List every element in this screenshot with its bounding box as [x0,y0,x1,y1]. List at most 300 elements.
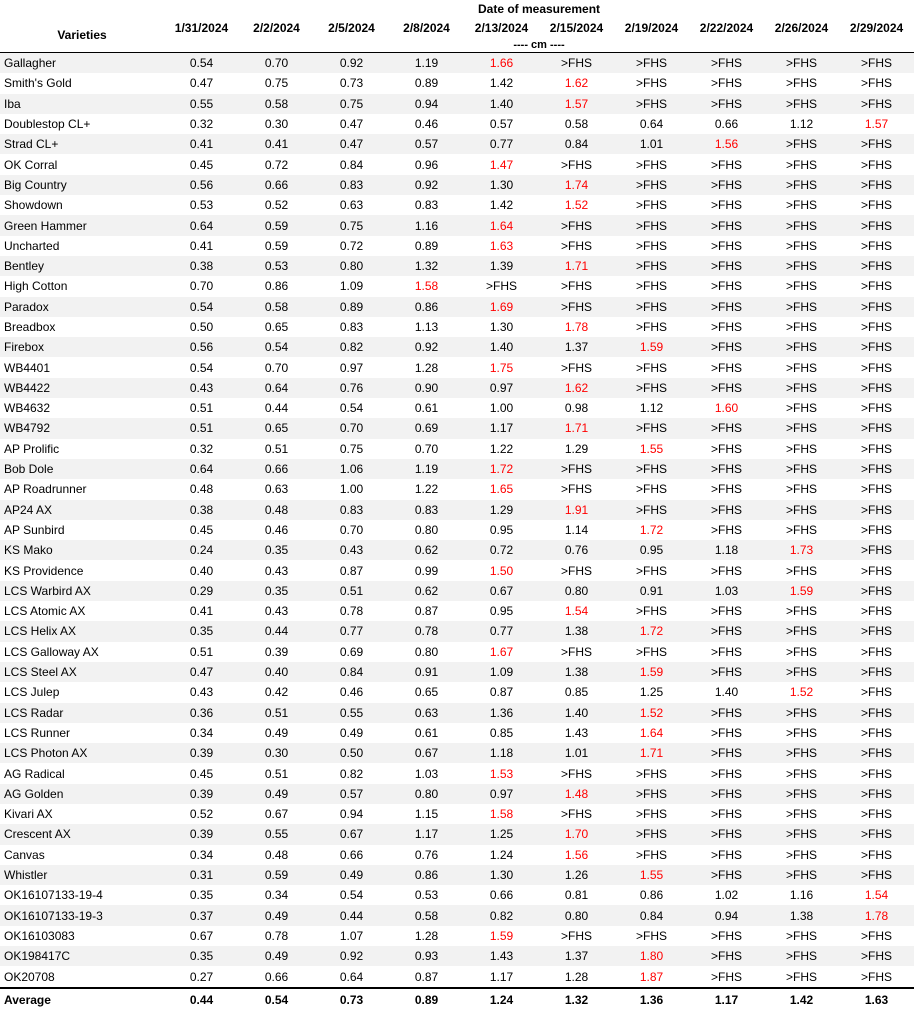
measurement-cell: 0.57 [464,114,539,134]
measurement-cell: >FHS [614,154,689,174]
measurement-cell: >FHS [689,256,764,276]
measurement-cell: 1.91 [539,500,614,520]
measurement-cell: >FHS [764,845,839,865]
measurement-cell: >FHS [689,784,764,804]
measurement-cell: 0.37 [164,905,239,925]
table-row [0,581,914,601]
measurement-cell: 0.41 [164,601,239,621]
measurement-cell: 0.64 [164,459,239,479]
measurement-cell: >FHS [614,926,689,946]
measurement-cell: 1.71 [614,743,689,763]
variety-name: LCS Warbird AX [0,581,164,601]
measurement-cell: >FHS [839,297,914,317]
measurement-cell: >FHS [539,297,614,317]
measurement-cell: 0.41 [164,134,239,154]
measurement-cell: >FHS [839,236,914,256]
variety-name: Doublestop CL+ [0,114,164,134]
measurement-cell: 1.16 [389,215,464,235]
measurement-cell: >FHS [764,337,839,357]
variety-name: LCS Runner [0,723,164,743]
measurement-cell: 0.34 [239,885,314,905]
measurement-cell: 0.86 [389,297,464,317]
measurement-cell: 0.49 [239,723,314,743]
measurement-cell: >FHS [689,560,764,580]
measurement-cell: 1.80 [614,946,689,966]
measurement-cell: 0.59 [239,236,314,256]
measurement-cell: >FHS [614,459,689,479]
date-header: 2/15/2024 [549,21,604,35]
measurement-cell: 1.12 [614,398,689,418]
table-row [0,94,914,114]
measurement-cell: 1.17 [464,966,539,987]
average-cell: 1.32 [539,988,614,1011]
date-header: 2/5/2024 [328,21,375,35]
table-row [0,297,914,317]
measurement-cell: >FHS [689,357,764,377]
measurement-cell: 0.27 [164,966,239,987]
measurement-cell: 0.83 [314,317,389,337]
measurement-cell: >FHS [839,804,914,824]
measurement-cell: 0.59 [239,865,314,885]
variety-name: LCS Galloway AX [0,642,164,662]
measurement-cell: 0.30 [239,743,314,763]
average-cell: 0.89 [389,988,464,1011]
measurement-cell: >FHS [614,297,689,317]
measurement-cell: 1.58 [389,276,464,296]
measurement-cell: 1.53 [464,763,539,783]
measurement-cell: >FHS [839,763,914,783]
measurement-cell: >FHS [839,337,914,357]
measurement-cell: 0.84 [314,662,389,682]
table-row [0,317,914,337]
measurement-cell: 1.37 [539,946,614,966]
measurement-cell: 1.19 [389,53,464,74]
measurement-cell: >FHS [764,398,839,418]
measurement-cell: 1.52 [539,195,614,215]
measurement-cell: 0.40 [239,662,314,682]
measurement-cell: 1.30 [464,865,539,885]
measurement-cell: >FHS [764,662,839,682]
variety-name: AP24 AX [0,500,164,520]
measurement-cell: >FHS [839,966,914,987]
measurement-cell: >FHS [614,418,689,438]
measurement-cell: 1.59 [614,662,689,682]
measurement-cell: 0.80 [389,784,464,804]
measurement-cell: 0.77 [464,134,539,154]
measurement-cell: 0.49 [239,905,314,925]
measurement-cell: 0.54 [164,53,239,74]
variety-name: OK16107133-19-3 [0,905,164,925]
measurement-cell: 0.66 [239,175,314,195]
measurement-cell: 0.67 [239,804,314,824]
measurement-cell: 1.03 [389,763,464,783]
measurement-cell: >FHS [839,398,914,418]
measurement-cell: 0.75 [314,439,389,459]
measurement-cell: 0.51 [239,439,314,459]
measurement-cell: 0.89 [314,297,389,317]
measurement-cell: >FHS [839,500,914,520]
measurement-cell: 0.86 [614,885,689,905]
variety-name: LCS Photon AX [0,743,164,763]
table-row [0,215,914,235]
measurement-cell: >FHS [614,804,689,824]
measurement-cell: 1.47 [464,154,539,174]
measurement-cell: 0.66 [314,845,389,865]
date-header: 1/31/2024 [174,21,229,35]
measurement-cell: 0.80 [389,642,464,662]
measurement-cell: >FHS [839,642,914,662]
measurement-cell: >FHS [839,479,914,499]
measurement-cell: 0.57 [314,784,389,804]
measurement-cell: >FHS [839,175,914,195]
date-header: 2/29/2024 [849,21,904,35]
measurement-cell: 0.92 [389,337,464,357]
measurement-cell: >FHS [614,195,689,215]
measurement-cell: 0.63 [389,703,464,723]
measurement-cell: 0.45 [164,154,239,174]
measurement-cell: 0.97 [464,378,539,398]
measurement-cell: 0.69 [389,418,464,438]
measurement-cell: >FHS [764,134,839,154]
measurement-cell: 1.22 [389,479,464,499]
table-row [0,398,914,418]
measurement-cell: 0.43 [239,560,314,580]
variety-name: KS Providence [0,560,164,580]
measurement-cell: >FHS [689,703,764,723]
measurement-cell: 0.82 [464,905,539,925]
measurement-cell: 1.06 [314,459,389,479]
measurement-cell: >FHS [764,703,839,723]
measurement-cell: 0.70 [314,418,389,438]
measurement-cell: 1.58 [464,804,539,824]
measurement-cell: 0.52 [164,804,239,824]
measurement-cell: 1.62 [539,73,614,93]
measurement-cell: >FHS [539,215,614,235]
measurement-cell: >FHS [689,865,764,885]
table-row [0,459,914,479]
unit-label: ---- cm ---- [513,39,565,51]
average-cell: 1.17 [689,988,764,1011]
measurement-cell: 0.55 [239,824,314,844]
measurement-cell: >FHS [689,94,764,114]
measurement-cell: >FHS [614,378,689,398]
measurement-cell: 1.15 [389,804,464,824]
measurement-cell: 1.01 [614,134,689,154]
measurement-cell: 0.65 [239,418,314,438]
measurement-cell: 0.75 [239,73,314,93]
measurement-cell: 0.89 [389,73,464,93]
measurement-cell: >FHS [614,824,689,844]
measurement-cell: >FHS [764,723,839,743]
measurement-cell: >FHS [689,824,764,844]
measurement-cell: 0.70 [239,53,314,74]
measurement-cell: 0.85 [464,723,539,743]
variety-name: AP Roadrunner [0,479,164,499]
measurement-cell: 1.65 [464,479,539,499]
variety-name: WB4792 [0,418,164,438]
variety-name: LCS Atomic AX [0,601,164,621]
measurement-cell: 0.35 [239,581,314,601]
variety-name: High Cotton [0,276,164,296]
measurement-cell: 1.29 [539,439,614,459]
measurement-cell: 1.22 [464,439,539,459]
measurement-cell: 0.87 [464,682,539,702]
measurement-cell: 0.43 [239,601,314,621]
variety-name: Gallagher [0,53,164,74]
measurement-cell: >FHS [839,662,914,682]
measurement-cell: >FHS [614,642,689,662]
measurement-cell: 0.32 [164,439,239,459]
measurement-cell: >FHS [614,175,689,195]
table-row [0,540,914,560]
table-row [0,337,914,357]
measurement-cell: 1.64 [464,215,539,235]
measurement-cell: 0.72 [464,540,539,560]
measurement-cell: 1.25 [614,682,689,702]
measurement-cell: 1.25 [464,824,539,844]
date-header: 2/2/2024 [253,21,300,35]
variety-name: LCS Radar [0,703,164,723]
measurement-cell: >FHS [539,276,614,296]
measurement-cell: >FHS [614,500,689,520]
measurement-cell: >FHS [614,256,689,276]
variety-name: Green Hammer [0,215,164,235]
date-header: 2/19/2024 [624,21,679,35]
table-row [0,784,914,804]
measurement-cell: >FHS [689,337,764,357]
measurement-cell: 1.78 [839,905,914,925]
measurement-cell: 0.87 [389,966,464,987]
measurement-cell: 1.16 [764,885,839,905]
measurement-cell: >FHS [764,459,839,479]
measurement-cell: >FHS [764,53,839,74]
measurement-cell: >FHS [764,479,839,499]
measurement-cell: 1.57 [539,94,614,114]
measurement-cell: >FHS [539,459,614,479]
measurement-cell: >FHS [689,53,764,74]
variety-name: Uncharted [0,236,164,256]
variety-name: AG Golden [0,784,164,804]
measurement-cell: 1.18 [689,540,764,560]
measurement-cell: >FHS [614,317,689,337]
measurement-cell: 0.49 [239,946,314,966]
measurement-cell: >FHS [539,642,614,662]
measurement-cell: 0.70 [314,520,389,540]
measurement-cell: 0.54 [239,337,314,357]
measurement-cell: 0.42 [239,682,314,702]
variety-name: OK16107133-19-4 [0,885,164,905]
measurement-cell: 0.56 [164,175,239,195]
measurement-cell: >FHS [839,73,914,93]
measurement-cell: >FHS [539,479,614,499]
measurement-cell: >FHS [764,276,839,296]
measurement-cell: >FHS [764,418,839,438]
measurement-cell: 1.70 [539,824,614,844]
average-cell: 0.44 [164,988,239,1011]
measurement-cell: 0.38 [164,500,239,520]
measurement-cell: 0.50 [314,743,389,763]
measurement-cell: >FHS [689,845,764,865]
measurement-cell: 0.67 [164,926,239,946]
measurement-cell: 0.49 [314,723,389,743]
measurement-cell: >FHS [614,73,689,93]
measurement-cell: 1.56 [689,134,764,154]
measurement-cell: 0.65 [389,682,464,702]
measurement-cell: >FHS [614,215,689,235]
variety-name: AG Radical [0,763,164,783]
measurement-cell: 0.36 [164,703,239,723]
measurement-cell: >FHS [764,642,839,662]
measurement-cell: 0.76 [539,540,614,560]
variety-name: Breadbox [0,317,164,337]
measurement-cell: 1.57 [839,114,914,134]
varieties-header: Varieties [57,28,107,42]
measurement-cell: >FHS [689,317,764,337]
measurement-cell: 0.85 [539,682,614,702]
measurement-cell: 0.76 [314,378,389,398]
measurement-cell: 1.62 [539,378,614,398]
measurement-cell: 0.58 [239,94,314,114]
measurement-cell: >FHS [689,73,764,93]
measurement-cell: 0.95 [464,520,539,540]
measurement-cell: 0.64 [314,966,389,987]
measurement-cell: >FHS [764,520,839,540]
measurement-cell: 0.80 [314,256,389,276]
measurement-cell: 1.87 [614,966,689,987]
measurement-cell: 0.39 [164,743,239,763]
measurement-cell: 0.94 [314,804,389,824]
measurement-cell: 0.72 [314,236,389,256]
measurement-cell: 0.38 [164,256,239,276]
variety-name: Crescent AX [0,824,164,844]
measurement-cell: 0.54 [164,357,239,377]
measurement-cell: 1.30 [464,175,539,195]
measurement-cell: 0.24 [164,540,239,560]
measurement-cell: 1.30 [464,317,539,337]
measurement-cell: >FHS [839,926,914,946]
table-footer [0,988,914,1011]
measurement-cell: 0.58 [239,297,314,317]
table-row [0,845,914,865]
measurement-cell: 1.40 [689,682,764,702]
measurement-cell: 0.41 [164,236,239,256]
measurement-cell: 0.66 [464,885,539,905]
measurement-cell: 0.53 [164,195,239,215]
measurement-cell: 0.43 [164,378,239,398]
measurement-cell: >FHS [839,560,914,580]
measurement-cell: >FHS [839,94,914,114]
measurement-cell: >FHS [764,73,839,93]
measurement-cell: >FHS [764,966,839,987]
table-row [0,378,914,398]
measurement-cell: >FHS [839,723,914,743]
variety-name: WB4422 [0,378,164,398]
table-row [0,418,914,438]
measurement-cell: 0.73 [314,73,389,93]
measurement-cell: 0.51 [164,418,239,438]
measurement-cell: 1.60 [689,398,764,418]
measurement-cell: 0.92 [389,175,464,195]
measurement-cell: 1.52 [614,703,689,723]
table-row [0,703,914,723]
measurement-cell: >FHS [764,763,839,783]
measurement-cell: 0.83 [314,500,389,520]
measurement-cell: 0.46 [389,114,464,134]
measurement-cell: 1.00 [314,479,389,499]
measurement-cell: >FHS [614,560,689,580]
variety-name: Whistler [0,865,164,885]
measurement-cell: >FHS [689,418,764,438]
average-cell: 0.54 [239,988,314,1011]
measurement-cell: >FHS [614,601,689,621]
measurement-cell: 0.86 [239,276,314,296]
measurement-cell: 0.82 [314,337,389,357]
average-cell: 1.24 [464,988,539,1011]
measurement-cell: >FHS [764,784,839,804]
measurement-cell: >FHS [764,317,839,337]
measurement-cell: >FHS [614,784,689,804]
measurement-cell: 0.43 [164,682,239,702]
table-row [0,642,914,662]
measurement-cell: 0.44 [314,905,389,925]
table-row [0,256,914,276]
measurement-cell: 1.09 [314,276,389,296]
variety-name: AP Sunbird [0,520,164,540]
measurement-cell: 0.47 [164,662,239,682]
measurement-cell: >FHS [689,154,764,174]
measurement-cell: 0.95 [614,540,689,560]
measurement-cell: 0.51 [239,763,314,783]
measurement-cell: >FHS [764,439,839,459]
measurement-cell: >FHS [839,682,914,702]
measurement-cell: 1.43 [464,946,539,966]
measurement-cell: 0.51 [164,642,239,662]
measurement-cell: 0.52 [239,195,314,215]
measurement-cell: 0.87 [314,560,389,580]
measurement-cell: >FHS [839,601,914,621]
measurement-cell: 1.24 [464,845,539,865]
measurement-cell: 1.72 [464,459,539,479]
measurement-cell: 0.83 [389,195,464,215]
measurement-cell: >FHS [764,560,839,580]
measurement-cell: >FHS [839,134,914,154]
variety-name: Showdown [0,195,164,215]
table-row [0,53,914,74]
table-row [0,804,914,824]
measurement-cell: 1.39 [464,256,539,276]
measurement-cell: >FHS [614,94,689,114]
measurement-cell: 1.63 [464,236,539,256]
table-row [0,439,914,459]
measurement-cell: >FHS [614,479,689,499]
measurement-cell: >FHS [839,845,914,865]
measurement-cell: 1.54 [539,601,614,621]
measurement-cell: >FHS [689,439,764,459]
measurement-cell: >FHS [764,621,839,641]
measurement-cell: >FHS [764,175,839,195]
measurement-cell: 1.36 [464,703,539,723]
measurement-cell: >FHS [539,926,614,946]
measurement-cell: >FHS [764,601,839,621]
table-row [0,276,914,296]
measurement-cell: >FHS [764,357,839,377]
measurement-cell: 0.75 [314,94,389,114]
table-row [0,946,914,966]
measurement-cell: 0.92 [314,946,389,966]
measurement-cell: >FHS [614,236,689,256]
measurement-cell: 0.64 [614,114,689,134]
measurement-cell: 0.83 [389,500,464,520]
